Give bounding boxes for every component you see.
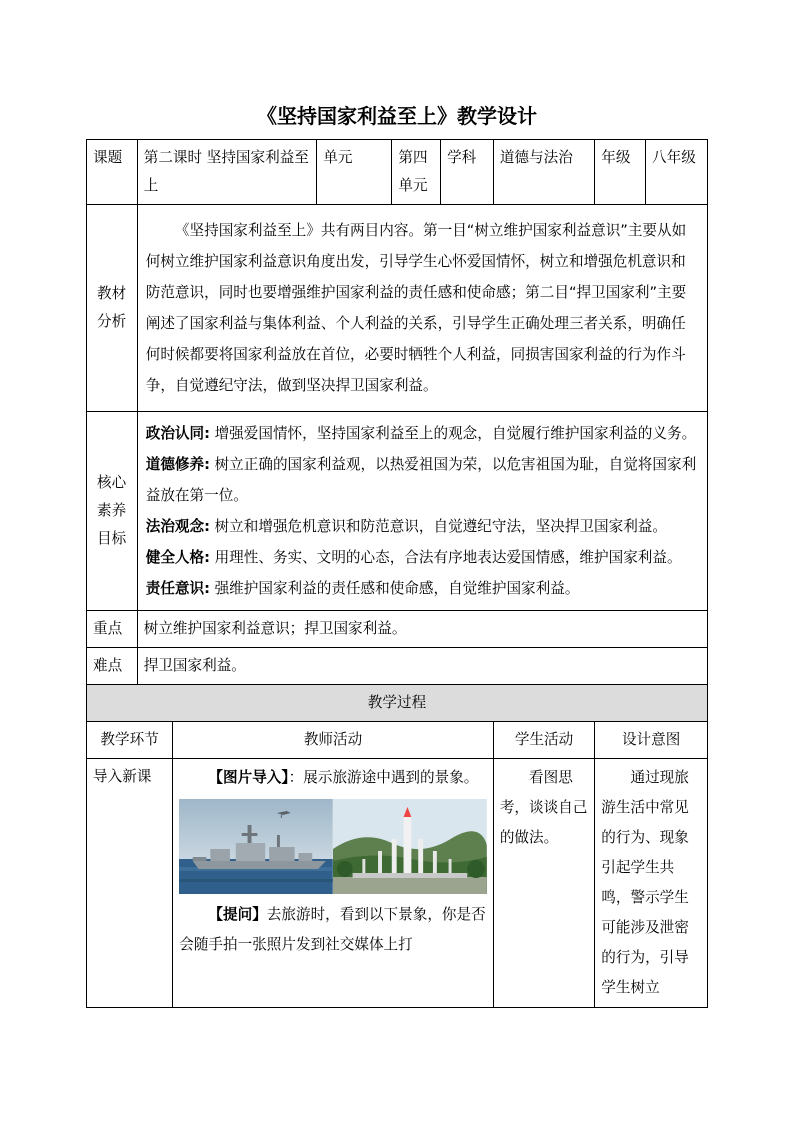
literacy-item xyxy=(146,542,699,573)
literacy-item-body: 增强爱国情怀，坚持国家利益至上的观念，自觉履行维护国家利益的义务。 xyxy=(209,425,697,442)
process-heading-row xyxy=(87,685,708,722)
column-student: 学生活动 xyxy=(493,722,594,759)
difficulty-row xyxy=(87,648,708,685)
grade-label: 年级 xyxy=(595,140,646,205)
key-value: 树立维护国家利益意识；捍卫国家利益。 xyxy=(137,611,707,648)
teacher-para-1-head: 【图片导入】 xyxy=(208,769,289,786)
stage-cell: 导入新课 xyxy=(87,759,173,1008)
literacy-item-head: 政治认同: xyxy=(145,425,210,442)
difficulty-label: 难点 xyxy=(87,648,138,685)
unit-value: 第四单元 xyxy=(392,140,441,205)
literacy-item xyxy=(146,511,699,542)
teacher-para-1 xyxy=(179,763,487,793)
column-stage: 教学环节 xyxy=(87,722,173,759)
process-heading: 教学过程 xyxy=(87,685,708,722)
literacy-item-head: 责任意识: xyxy=(145,580,210,597)
teacher-para-1-body: ：展示旅游途中遇到的景象。 xyxy=(288,769,479,786)
column-intent: 设计意图 xyxy=(595,722,708,759)
difficulty-value: 捍卫国家利益。 xyxy=(137,648,707,685)
page-title: 《坚持国家利益至上》教学设计 xyxy=(257,104,537,128)
column-teacher: 教师活动 xyxy=(173,722,494,759)
lesson-table xyxy=(86,139,708,1008)
subject-value: 道德与法治 xyxy=(493,140,594,205)
teacher-para-2-body: 去旅游时，看到以下景象，你是否会随手拍一张照片发到社交媒体上打 xyxy=(179,906,486,953)
grade-value: 八年级 xyxy=(646,140,708,205)
analysis-row xyxy=(87,205,708,412)
literacy-item xyxy=(146,418,699,449)
literacy-row xyxy=(87,412,708,611)
process-columns-row xyxy=(87,722,708,759)
teacher-para-2-head: 【提问】 xyxy=(208,906,267,923)
literacy-item-body: 树立正确的国家利益观，以热爱祖国为荣，以危害祖国为耻，自觉将国家利益放在第一位。 xyxy=(145,456,697,504)
header-row xyxy=(87,140,708,205)
unit-label: 单元 xyxy=(317,140,392,205)
literacy-item-body: 树立和增强危机意识和防范意识，自觉遵纪守法，坚决捍卫国家利益。 xyxy=(209,518,667,535)
topic-label: 课题 xyxy=(87,140,138,205)
literacy-item-head: 法治观念: xyxy=(145,518,210,535)
literacy-item-head: 健全人格: xyxy=(145,549,210,566)
topic-value: 第二课时 坚持国家利益至上 xyxy=(137,140,317,205)
intent-cell: 通过现旅游生活中常见的行为、现象引起学生共鸣，警示学生可能涉及泄密的行为，引导学生树立 xyxy=(595,759,708,1008)
literacy-item-body: 用理性、务实、文明的心态，合法有序地表达爱国情感，维护国家利益。 xyxy=(209,549,682,566)
subject-label: 学科 xyxy=(441,140,494,205)
teacher-cell xyxy=(173,759,494,1008)
warship-photo xyxy=(179,799,333,894)
literacy-item xyxy=(146,449,699,511)
key-row xyxy=(87,611,708,648)
literacy-item-head: 道德修养: xyxy=(145,456,210,473)
photo-row xyxy=(179,799,487,894)
key-label: 重点 xyxy=(87,611,138,648)
student-cell: 看图思考，谈谈自己的做法。 xyxy=(493,759,594,1008)
literacy-content xyxy=(137,412,707,611)
analysis-text: 《坚持国家利益至上》共有两目内容。第一目“树立维护国家利益意识”主要从如何树立维护国家利益意识角度出发，引导学生心怀爱国情怀，树立和增强危机意识和防范意识，同时也要增强维护国家利益的责任感和使命感；第二目“捍卫国家利”主要阐述了国家利益与集体利益、个人利益的关系，引导学生正确处理三者关系，明确任何时候都要将国家利益放在首位，必要时牺牲个人利益，同损害国家利益的行为作斗争，自觉遵纪守法，做到坚决捍卫国家利益。 xyxy=(137,205,707,412)
literacy-item-body: 强维护国家利益的责任感和使命感，自觉维护国家利益。 xyxy=(209,580,580,597)
process-row xyxy=(87,759,708,1008)
literacy-label: 核心素养目标 xyxy=(87,412,138,611)
analysis-label: 教材分析 xyxy=(87,205,138,412)
teacher-para-2 xyxy=(179,900,487,960)
rocket-launch-site-photo xyxy=(333,799,487,894)
literacy-item xyxy=(146,573,699,604)
